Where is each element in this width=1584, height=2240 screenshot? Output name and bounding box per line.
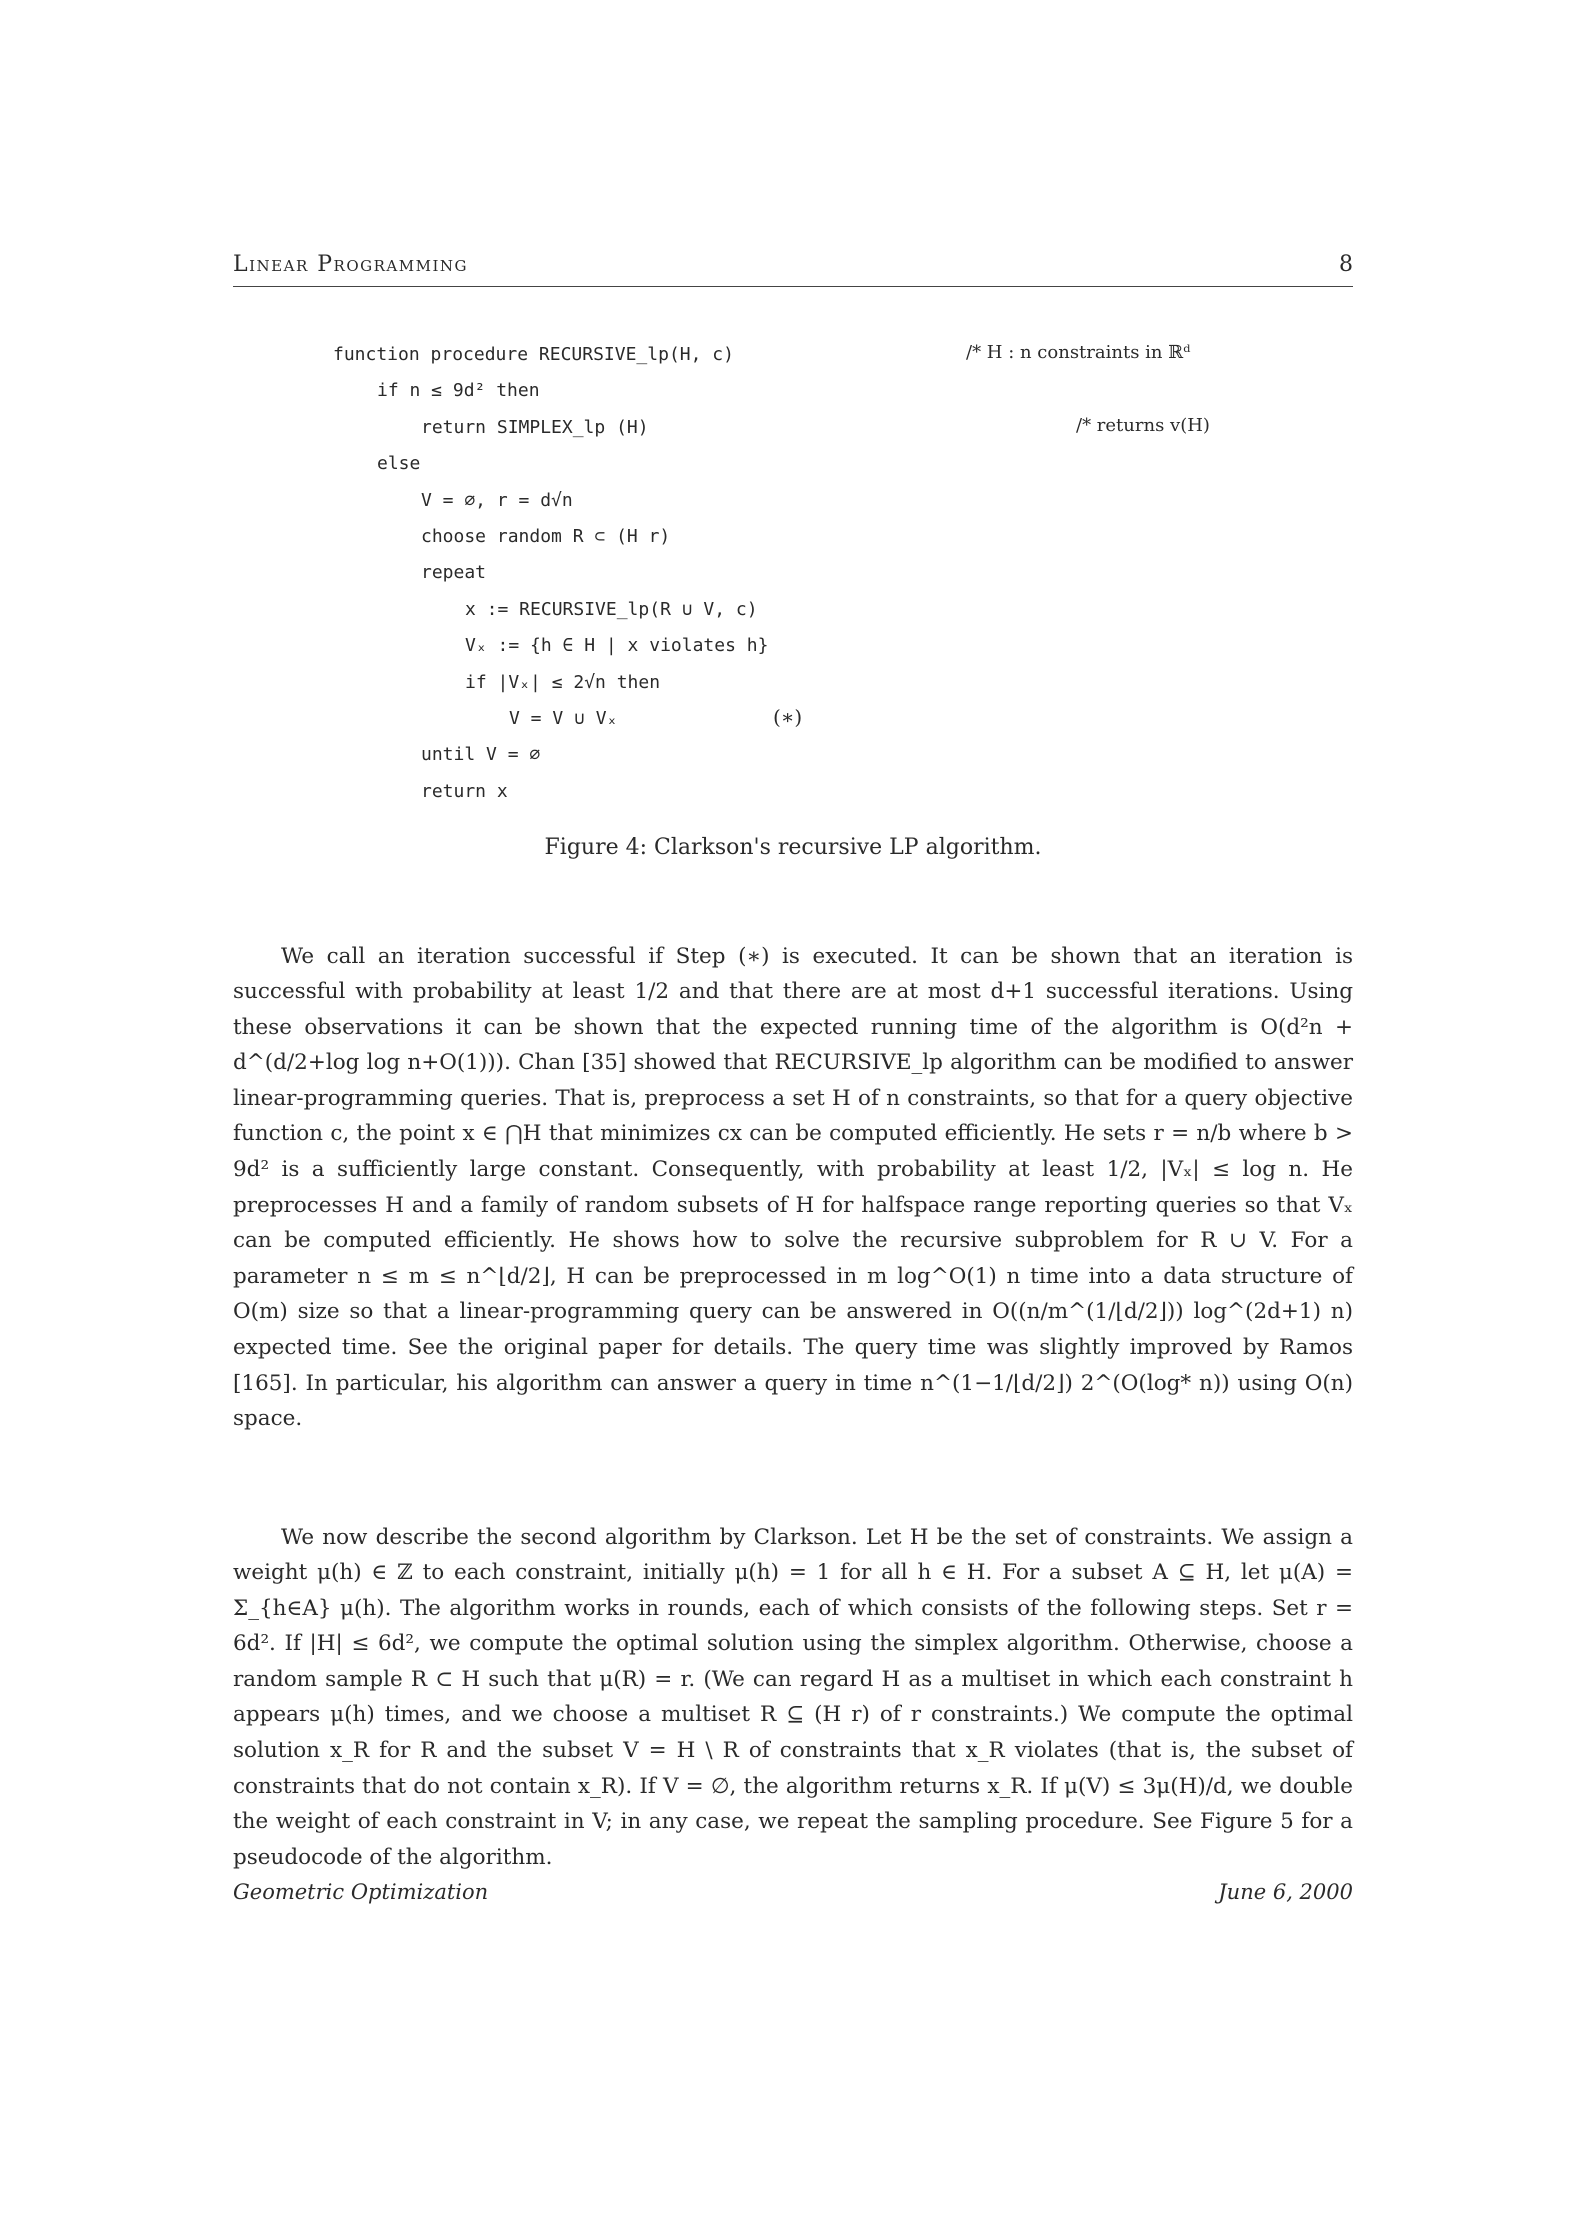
- paragraph-2: We now describe the second algorithm by Clarkson. Let H be the set of constraints. We assign a weight μ(h) ∈ ℤ to each constraint, initially μ(h) = 1 for all h ∈ H. For a subset A ⊆ H, let μ(A) = Σ_{h∈A} μ(h). The algorithm works in rounds, each of which consists of the following steps. Set r = 6d². If |H| ≤ 6d², we compute the optimal solution using the simplex algorithm. Otherwise, choose a random sample R ⊂ H such that μ(R) = r. (We can regard H as a multiset in which each constraint h appears μ(h) times, and we choose a multiset R ⊆ (H r) of r constraints.) We compute the optimal solution x_R for R and the subset V = H \ R of constraints that x_R violates (that is, the subset of constraints that do not contain x_R). If V = ∅, the algorithm returns x_R. If μ(V) ≤ 3μ(H)/d, we double the weight of each constraint in V; in any case, we repeat the sampling procedure. See Figure 5 for a pseudocode of the algorithm.: [233, 1524, 1353, 1870]
- algorithm-line: [333, 626, 1353, 662]
- algorithm-code: repeat: [421, 562, 487, 584]
- algorithm-line: [333, 371, 1353, 407]
- footer-left: Geometric Optimization: [233, 1880, 489, 1904]
- step-marker: (∗): [773, 704, 803, 729]
- footer-right: June 6, 2000: [1218, 1880, 1353, 1904]
- header-rule: [233, 286, 1353, 287]
- algorithm-code: return x: [421, 780, 508, 802]
- algorithm-line: [333, 699, 1353, 735]
- algorithm-code: return SIMPLEX_lp (H): [421, 416, 649, 438]
- algorithm-comment: /* returns v(H): [1076, 414, 1210, 436]
- algorithm-code: x := RECURSIVE_lp(R ∪ V, c): [465, 598, 758, 620]
- algorithm-line: [333, 663, 1353, 699]
- algorithm-line: [333, 590, 1353, 626]
- algorithm-code: choose random R ⊂ (H r): [421, 525, 671, 547]
- algorithm-line: [333, 553, 1353, 589]
- paragraph-1: We call an iteration successful if Step (∗) is executed. It can be shown that an iteration is successful with probability at least 1/2 and that there are at most d+1 successful iterations. Using these observations it can be shown that the expected running time of the algorithm is O(d²n + d^(d/2+log log n+O(1))). Chan [35] showed that RECURSIVE_lp algorithm can be modified to answer linear-programming queries. That is, preprocess a set H of n constraints, so that for a query objective function c, the point x ∈ ⋂H that minimizes cx can be computed efficiently. He sets r = n/b where b > 9d² is a sufficiently large constant. Consequently, with probability at least 1/2, |Vₓ| ≤ log n. He preprocesses H and a family of random subsets of H for halfspace range reporting queries so that Vₓ can be computed efficiently. He shows how to solve the recursive subproblem for R ∪ V. For a parameter n ≤ m ≤ n^⌊d/2⌋, H can be preprocessed in m log^O(1) n time into a data structure of O(m) size so that a linear-programming query can be answered in O((n/m^(1/⌊d/2⌋)) log^(2d+1) n) expected time. See the original paper for details. The query time was slightly improved by Ramos [165]. In particular, his algorithm can answer a query in time n^(1−1/⌊d/2⌋) 2^(O(log* n)) using O(n) space.: [233, 943, 1353, 1432]
- algorithm-code: if n ≤ 9d² then: [377, 380, 540, 402]
- running-header: [233, 252, 1353, 277]
- page-number: 8: [1339, 252, 1353, 277]
- algorithm-listing: [333, 335, 1353, 808]
- algorithm-line: [333, 444, 1353, 480]
- running-footer: [233, 1880, 1353, 1904]
- algorithm-comment: /* H : n constraints in ℝᵈ: [966, 342, 1191, 363]
- algorithm-code: Vₓ := {h ∈ H | x violates h}: [465, 635, 769, 657]
- algorithm-code: V = ∅, r = d√n: [421, 489, 573, 511]
- algorithm-line: [333, 481, 1353, 517]
- running-title: Linear Programming: [233, 252, 468, 277]
- algorithm-line: [333, 335, 1353, 371]
- algorithm-code: else: [377, 453, 421, 475]
- algorithm-line: [333, 408, 1353, 444]
- figure-caption: Figure 4: Clarkson's recursive LP algorithm.: [544, 835, 1042, 860]
- algorithm-line: [333, 517, 1353, 553]
- algorithm-code: V = V ∪ Vₓ: [509, 707, 618, 729]
- algorithm-code: until V = ∅: [421, 744, 541, 766]
- algorithm-code: function procedure RECURSIVE_lp(H, c): [333, 344, 734, 365]
- algorithm-code: if |Vₓ| ≤ 2√n then: [465, 671, 661, 693]
- algorithm-line: [333, 735, 1353, 771]
- algorithm-line: [333, 772, 1353, 808]
